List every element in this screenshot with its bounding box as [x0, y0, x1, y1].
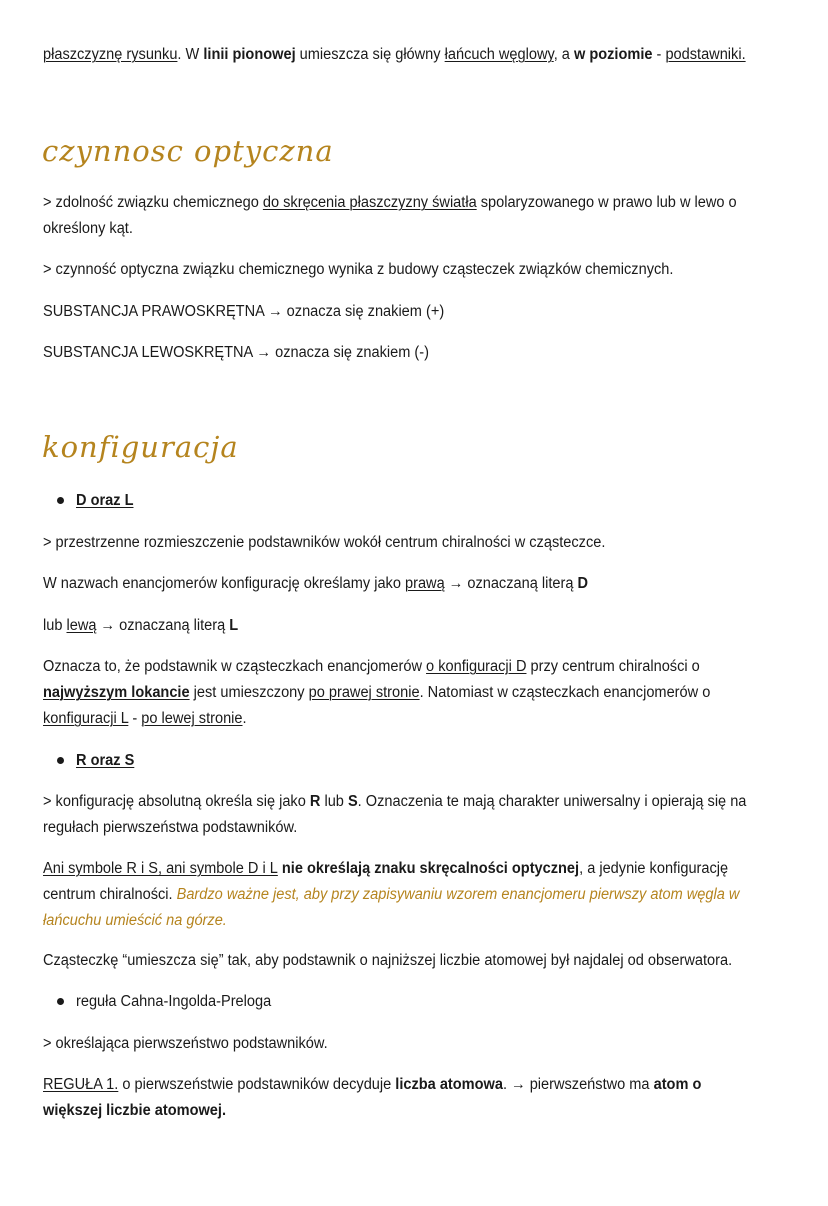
bold-text: linii pionowej [203, 46, 296, 63]
highlighted-note: Bardzo ważne jest, aby przy zapisywaniu wzorem enancjomeru pierwszy atom węgla w łańcuchu umieścić na górze. [43, 886, 740, 929]
text: → oznaczaną literą [444, 575, 578, 592]
underlined-text: po prawej stronie [308, 684, 420, 701]
bold-text: atom o większej liczbie atomowej. [43, 1076, 702, 1119]
bold-text: nie określają znaku skręcalności optycznej [277, 860, 580, 877]
bullet-dot [57, 757, 64, 764]
text: . Natomiast w cząsteczkach enancjomerów o [419, 684, 711, 701]
dl-left-line [43, 613, 748, 639]
underlined-text: płaszczyznę rysunku [43, 46, 178, 63]
text: , a [553, 46, 574, 63]
cip-definition: > określająca pierwszeństwo podstawników. [43, 1035, 328, 1052]
rs-orientation: Cząsteczkę “umieszcza się” tak, aby podstawnik o najniższej liczbie atomowej był najdalej od obserwatora. [43, 952, 733, 969]
bullet-cip: reguła Cahna-Ingolda-Preloga [76, 993, 272, 1010]
underlined-text: podstawniki. [665, 46, 746, 63]
rs-note [43, 856, 748, 934]
heading-configuration: konfiguracja [42, 430, 239, 464]
bullet-d-l [76, 488, 734, 514]
text: → oznaczaną literą [96, 617, 230, 634]
bold-text: w poziomie [573, 46, 653, 63]
bold-text: D [577, 575, 589, 592]
underlined-text: łańcuch węglowy [444, 46, 554, 63]
text: Oznacza to, że podstawnik w cząsteczkach enancjomerów [43, 658, 427, 675]
bold-underlined-text: najwyższym lokancie [43, 684, 190, 701]
dextrorotatory-line: SUBSTANCJA PRAWOSKRĘTNA → oznacza się znakiem (+) [43, 303, 445, 320]
text: , a jedynie konfigurację centrum chiralności. [43, 860, 729, 903]
bullet-r-s [76, 748, 734, 774]
underlined-text: do skręcenia płaszczyzny światła [262, 194, 477, 211]
bold-text: L [229, 617, 239, 634]
underlined-text: REGUŁA 1. [43, 1076, 119, 1093]
bold-text: S [347, 793, 358, 810]
text: jest umieszczony [189, 684, 309, 701]
bold-underlined-text: D oraz L [76, 492, 134, 509]
rs-definition [43, 789, 748, 841]
text: > konfigurację absolutną określa się jako [43, 793, 310, 810]
optical-definition [43, 190, 748, 242]
levorotatory-line: SUBSTANCJA LEWOSKRĘTNA → oznacza się znakiem (-) [43, 344, 429, 361]
underlined-text: lewą [66, 617, 97, 634]
text: > zdolność związku chemicznego [43, 194, 263, 211]
cip-rule-1 [43, 1072, 748, 1124]
bullet-dot [57, 998, 64, 1005]
text: lub [320, 793, 348, 810]
bullet-dot [57, 497, 64, 504]
text: - [128, 710, 142, 727]
optical-origin: > czynność optyczna związku chemicznego wynika z budowy cząsteczek związków chemicznych. [43, 261, 674, 278]
text: . → pierwszeństwo ma [502, 1076, 654, 1093]
text: przy centrum chiralności o [526, 658, 700, 675]
text: . Oznaczenia te mają charakter uniwersalny i opierają się na regułach pierwszeństwa podstawników. [43, 793, 747, 836]
heading-optical-activity: czynnosc optyczna [42, 134, 334, 168]
underlined-text: Ani symbole R i S, ani symbole D i L [43, 860, 278, 877]
bold-text: liczba atomowa [395, 1076, 503, 1093]
text: . W [177, 46, 204, 63]
bold-underlined-text: R oraz S [76, 752, 135, 769]
bold-text: R [309, 793, 321, 810]
underlined-text: prawą [404, 575, 445, 592]
dl-right-line [43, 571, 748, 597]
dl-explanation [43, 654, 748, 732]
underlined-text: konfiguracji L [43, 710, 129, 727]
text: - [652, 46, 666, 63]
paragraph-top [43, 42, 748, 68]
text: lub [43, 617, 67, 634]
text: umieszcza się główny [295, 46, 445, 63]
text: W nazwach enancjomerów konfigurację określamy jako [43, 575, 405, 592]
underlined-text: po lewej stronie [141, 710, 243, 727]
dl-definition: > przestrzenne rozmieszczenie podstawników wokół centrum chiralności w cząsteczce. [43, 534, 606, 551]
text: . [242, 710, 247, 727]
underlined-text: o konfiguracji D [426, 658, 527, 675]
text: spolaryzowanego w prawo lub w lewo o określony kąt. [43, 194, 737, 237]
text: o pierwszeństwie podstawników decyduje [118, 1076, 396, 1093]
